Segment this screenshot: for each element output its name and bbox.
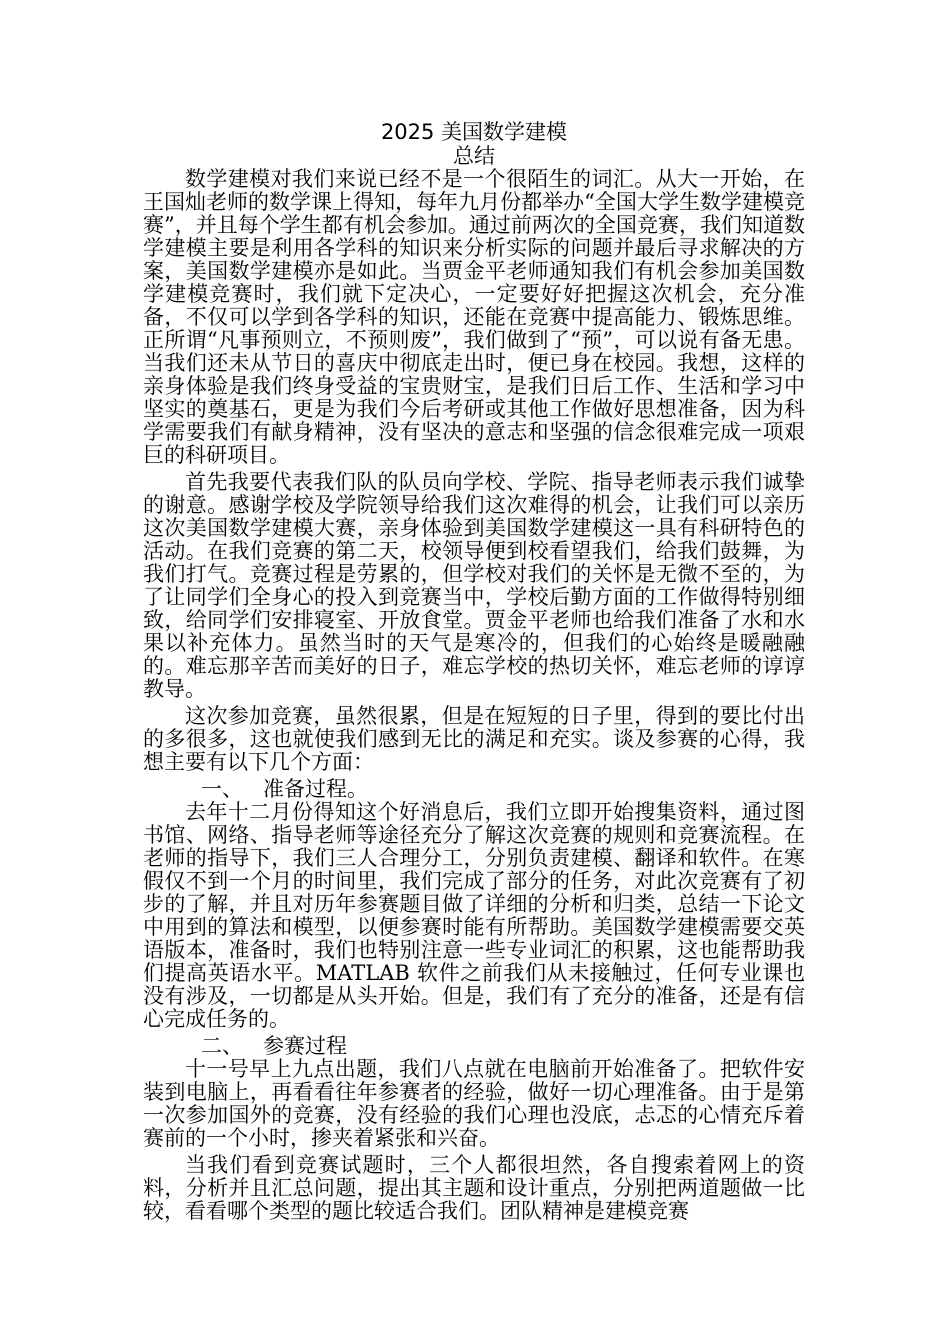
- section-heading-competition: 二、 参赛过程: [201, 1034, 348, 1058]
- paragraph-preparation: 去年十二月份得知这个好消息后，我们立即开始搜集资料，通过图书馆、网络、指导老师等途径充分了解这次竞赛的规则和竞赛流程。在老师的指导下，我们三人合理分工，分别负责建模、翻译和软件。在寒假仅不到一个月的时间里，我们完成了部分的任务，对此次竞赛有了初步的了解，并且对历年参赛题目做了详细的分析和归类，总结一下论文中用到的算法和模型，以便参赛时能有所帮助。美国数学建模需要交英语版本，准备时，我们也特别注意一些专业词汇的积累，这也能帮助我们提高英语水平。MATLAB 软件之前我们从未接触过，任何专业课也没有涉及，一切都是从头开始。但是，我们有了充分的准备，还是有信心完成任务的。: [143, 800, 805, 1031]
- paragraph-intro: 数学建模对我们来说已经不是一个很陌生的词汇。从大一开始，在王国灿老师的数学课上得知，每年九月份都举办“全国大学生数学建模竞赛”，并且每个学生都有机会参加。通过前两次的全国竞赛，我们知道数学建模主要是利用各学科的知识来分析实际的问题并最后寻求解决的方案，美国数学建模亦是如此。当贾金平老师通知我们有机会参加美国数学建模竞赛时，我们就下定决心，一定要好好把握这次机会，充分准备，不仅可以学到各学科的知识，还能在竞赛中提高能力、锻炼思维。正所谓“凡事预则立，不预则废”，我们做到了“预”，可以说有备无患。当我们还未从节日的喜庆中彻底走出时，便已身在校园。我想，这样的亲身体验是我们终身受益的宝贵财宝，是我们日后工作、生活和学习中坚实的奠基石，更是为我们今后考研或其他工作做好思想准备，因为科学需要我们有献身精神，没有坚决的意志和坚强的信念很难完成一项艰巨的科研项目。: [143, 167, 805, 467]
- title-line-1: 2025 美国数学建模: [380, 120, 568, 144]
- document-title: [143, 120, 805, 168]
- paragraph-summary: 这次参加竞赛，虽然很累，但是在短短的日子里，得到的要比付出的多很多，这也就使我们感到无比的满足和充实。谈及参赛的心得，我想主要有以下几个方面：: [143, 704, 805, 774]
- paragraph-thanks: 首先我要代表我们队的队员向学校、学院、指导老师表示我们诚挚的谢意。感谢学校及学院领导给我们这次难得的机会，让我们可以亲历这次美国数学建模大赛，亲身体验到美国数学建模这一具有科研特色的活动。在我们竞赛的第二天，校领导便到校看望我们，给我们鼓舞，为我们打气。竞赛过程是劳累的，但学校对我们的关怀是无微不至的，为了让同学们全身心的投入到竞赛当中，学校后勤方面的工作做得特别细致，给同学们安排寝室、开放食堂。贾金平老师也给我们准备了水和水果以补充体力。虽然当时的天气是寒冷的，但我们的心始终是暖融融的。难忘那辛苦而美好的日子，难忘学校的热切关怀，难忘老师的谆谆教导。: [143, 470, 805, 701]
- section-heading-preparation: 一、 准备过程。: [201, 777, 369, 801]
- paragraph-competition-start: 十一号早上九点出题，我们八点就在电脑前开始准备了。把软件安装到电脑上，再看看往年参赛者的经验，做好一切心理准备。由于是第一次参加国外的竞赛，没有经验的我们心理也没底，忐忑的心情充斥着赛前的一个小时，掺夹着紧张和兴奋。: [143, 1057, 805, 1150]
- document-page: [143, 120, 805, 1227]
- paragraph-competition-teamwork: 当我们看到竞赛试题时，三个人都很坦然，各自搜索着网上的资料，分析并且汇总问题，提出其主题和设计重点，分别把两道题做一比较，看看哪个类型的题比较适合我们。团队精神是建模竞赛: [143, 1153, 805, 1223]
- title-line-2: 总结: [453, 144, 495, 168]
